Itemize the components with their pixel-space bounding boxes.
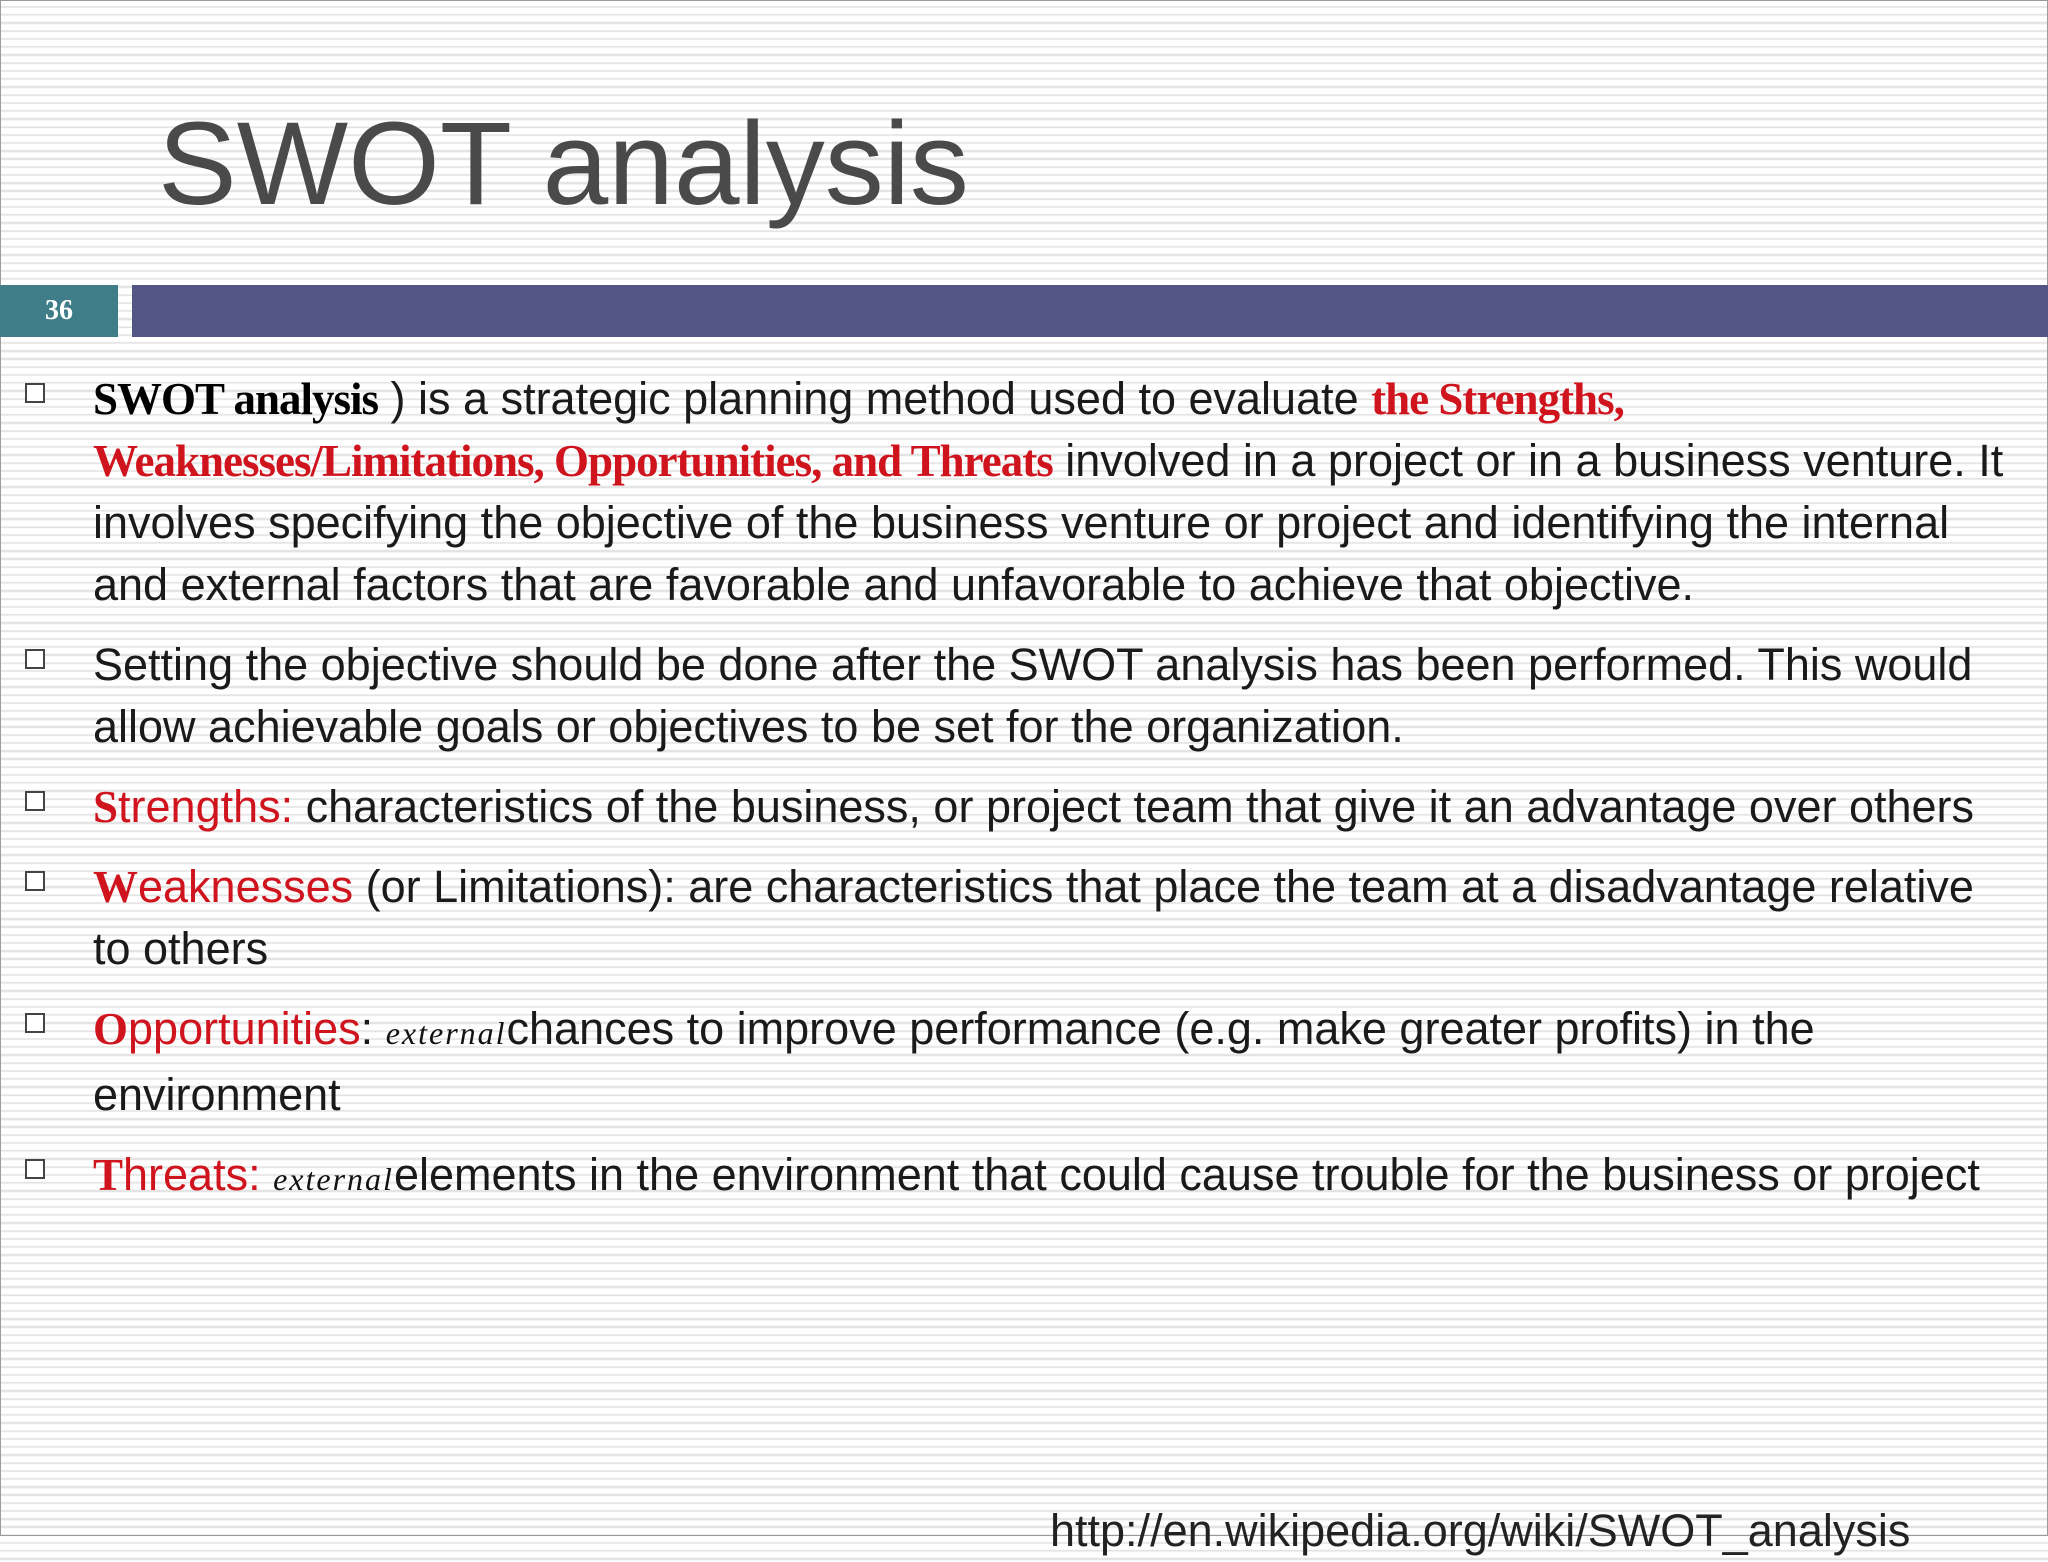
hollow-square-bullet-icon [25, 1159, 45, 1179]
garbled-word: external [273, 1161, 394, 1197]
hollow-square-bullet-icon [25, 791, 45, 811]
bullet-item-threats [0, 1144, 2048, 1210]
hollow-square-bullet-icon [25, 383, 45, 403]
bullet-text: characteristics of the business, or project team that give it an advantage over others [293, 781, 1975, 832]
bullet-list [0, 368, 2048, 1228]
bullet-text: chances to improve performance (e.g. make greater profits) in the environment [93, 1003, 1815, 1120]
term-label: trengths: [118, 781, 294, 832]
hollow-square-bullet-icon [25, 649, 45, 669]
bullet-text: involved in a project or in a business venture. It involves specifying the objective of the business venture or project and identifying the internal and external factors that are favorable and unfavorable to achieve that objective. [93, 435, 2004, 610]
slide-title: SWOT analysis [158, 98, 969, 230]
bullet-item-weaknesses [0, 856, 2048, 980]
bullet-text: (or Limitations): are characteristics that place the team at a disadvantage relative to others [93, 861, 1974, 974]
term-label: hreats: [123, 1149, 274, 1200]
term-colon: : [360, 1003, 386, 1054]
garbled-word: external [385, 1015, 507, 1051]
term-initial: W [93, 862, 138, 912]
bullet-text: elements in the environment that could cause trouble for the business or project [393, 1149, 1980, 1200]
swot-highlight: the Strengths, Weaknesses/Limitations, Opportunities, and Threats [93, 374, 1624, 486]
bullet-item-swot-definition [0, 368, 2048, 616]
term-label: eaknesses [138, 861, 354, 912]
hollow-square-bullet-icon [25, 1013, 45, 1033]
term-initial: T [93, 1150, 124, 1200]
hollow-square-bullet-icon [25, 871, 45, 891]
term-initial: O [93, 1004, 129, 1054]
term-label: pportunities [128, 1003, 361, 1054]
slide-number-badge: 36 [0, 285, 118, 337]
bullet-item-strengths [0, 776, 2048, 838]
bullet-text: ) is a strategic planning method used to evaluate [378, 373, 1372, 424]
swot-term: SWOT analysis [93, 374, 379, 424]
title-accent-bar [132, 285, 2048, 337]
source-link[interactable]: http://en.wikipedia.org/wiki/SWOT_analysis [1050, 1505, 1911, 1556]
bullet-text: Setting the objective should be done after the SWOT analysis has been performed. This would allow achievable goals or objectives to be set for the organization. [93, 639, 1973, 752]
bullet-item-objective [0, 634, 2048, 758]
bullet-item-opportunities [0, 998, 2048, 1126]
term-initial: S [93, 782, 119, 832]
